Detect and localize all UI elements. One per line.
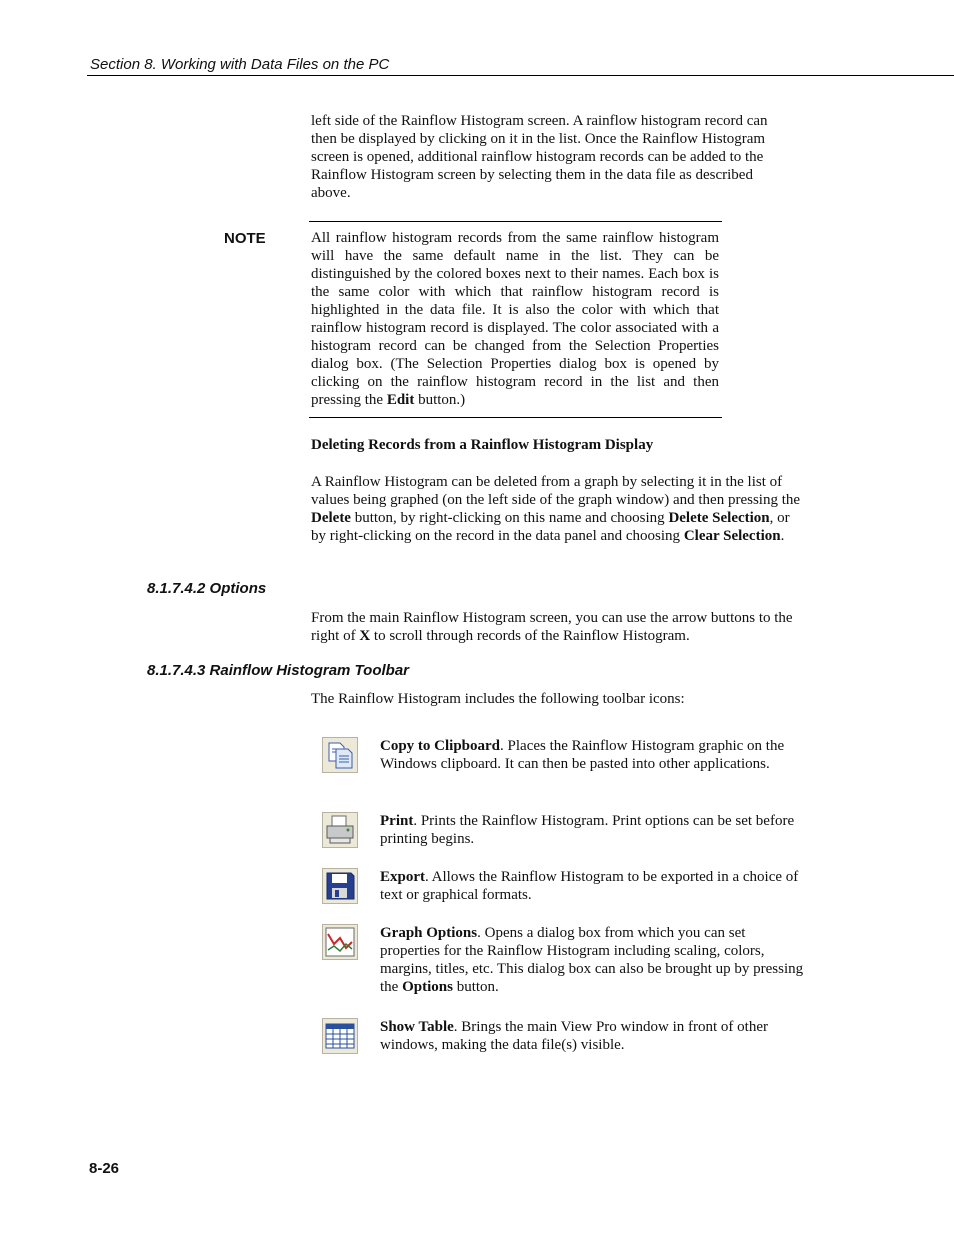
note-rule-top <box>309 221 722 222</box>
toolbar-intro: The Rainflow Histogram includes the following toolbar icons: <box>311 691 685 707</box>
graph-options-icon <box>322 924 358 960</box>
deleting-heading: Deleting Records from a Rainflow Histogram Display <box>311 437 654 453</box>
options-paragraph: From the main Rainflow Histogram screen, you can use the arrow buttons to the right of X to scroll through records of the Rainflow Histogram. <box>311 610 793 644</box>
toolbar-heading: 8.1.7.4.3 Rainflow Histogram Toolbar <box>147 662 410 679</box>
running-header: Section 8. Working with Data Files on the PC <box>90 56 390 73</box>
export-icon <box>322 868 358 904</box>
print-icon <box>322 812 358 848</box>
intro-paragraph: left side of the Rainflow Histogram screen. A rainflow histogram record can then be displayed by clicking on it in the list. Once the Rainflow Histogram screen is opened, additional rainflow histogram records can be added to the Rainflow Histogram screen by selecting them in the data file as described above. <box>311 113 768 201</box>
page-number: 8-26 <box>89 1160 120 1177</box>
tool-copy-text: Copy to Clipboard. Places the Rainflow Histogram graphic on the Windows clipboard. It can then be pasted into other applications. <box>380 738 785 772</box>
note-text: All rainflow histogram records from the same rainflow histogram will have the same default name in the list. They can be distinguished by the colored boxes next to their names. Each box is the same color with which that rainflow histogram record is highlighted in the data file. It is also the color with which that rainflow histogram record is displayed. The color associated with a histogram record can be changed from the Selection Properties dialog box. (The Selection Properties dialog box is opened by clicking on the rainflow histogram record in the list and then pressing the Edit button.) <box>311 230 719 408</box>
deleting-paragraph: A Rainflow Histogram can be deleted from a graph by selecting it in the list of values being graphed (on the left side of the graph window) and then pressing the Delete button, by right-clicking on this name and choosing Delete Selection, or by right-clicking on the record in the data panel and choosing Clear Selection. <box>311 474 801 544</box>
header-rule <box>87 75 954 76</box>
copy-to-clipboard-icon <box>322 737 358 773</box>
tool-graph-options-text: Graph Options. Opens a dialog box from which you can set properties for the Rainflow Histogram including scaling, colors, margins, titles, etc. This dialog box can also be brought up by pressing the Options button. <box>380 925 804 995</box>
tool-show-table-text: Show Table. Brings the main View Pro window in front of other windows, making the data file(s) visible. <box>380 1019 768 1053</box>
tool-export-text: Export. Allows the Rainflow Histogram to be exported in a choice of text or graphical formats. <box>380 869 799 903</box>
note-label: NOTE <box>224 230 266 247</box>
note-bold-edit: Edit <box>386 392 415 408</box>
show-table-icon <box>322 1018 358 1054</box>
note-rule-bottom <box>309 417 722 418</box>
tool-print-text: Print. Prints the Rainflow Histogram. Print options can be set before printing begins. <box>380 813 795 847</box>
options-heading: 8.1.7.4.2 Options <box>147 580 267 597</box>
